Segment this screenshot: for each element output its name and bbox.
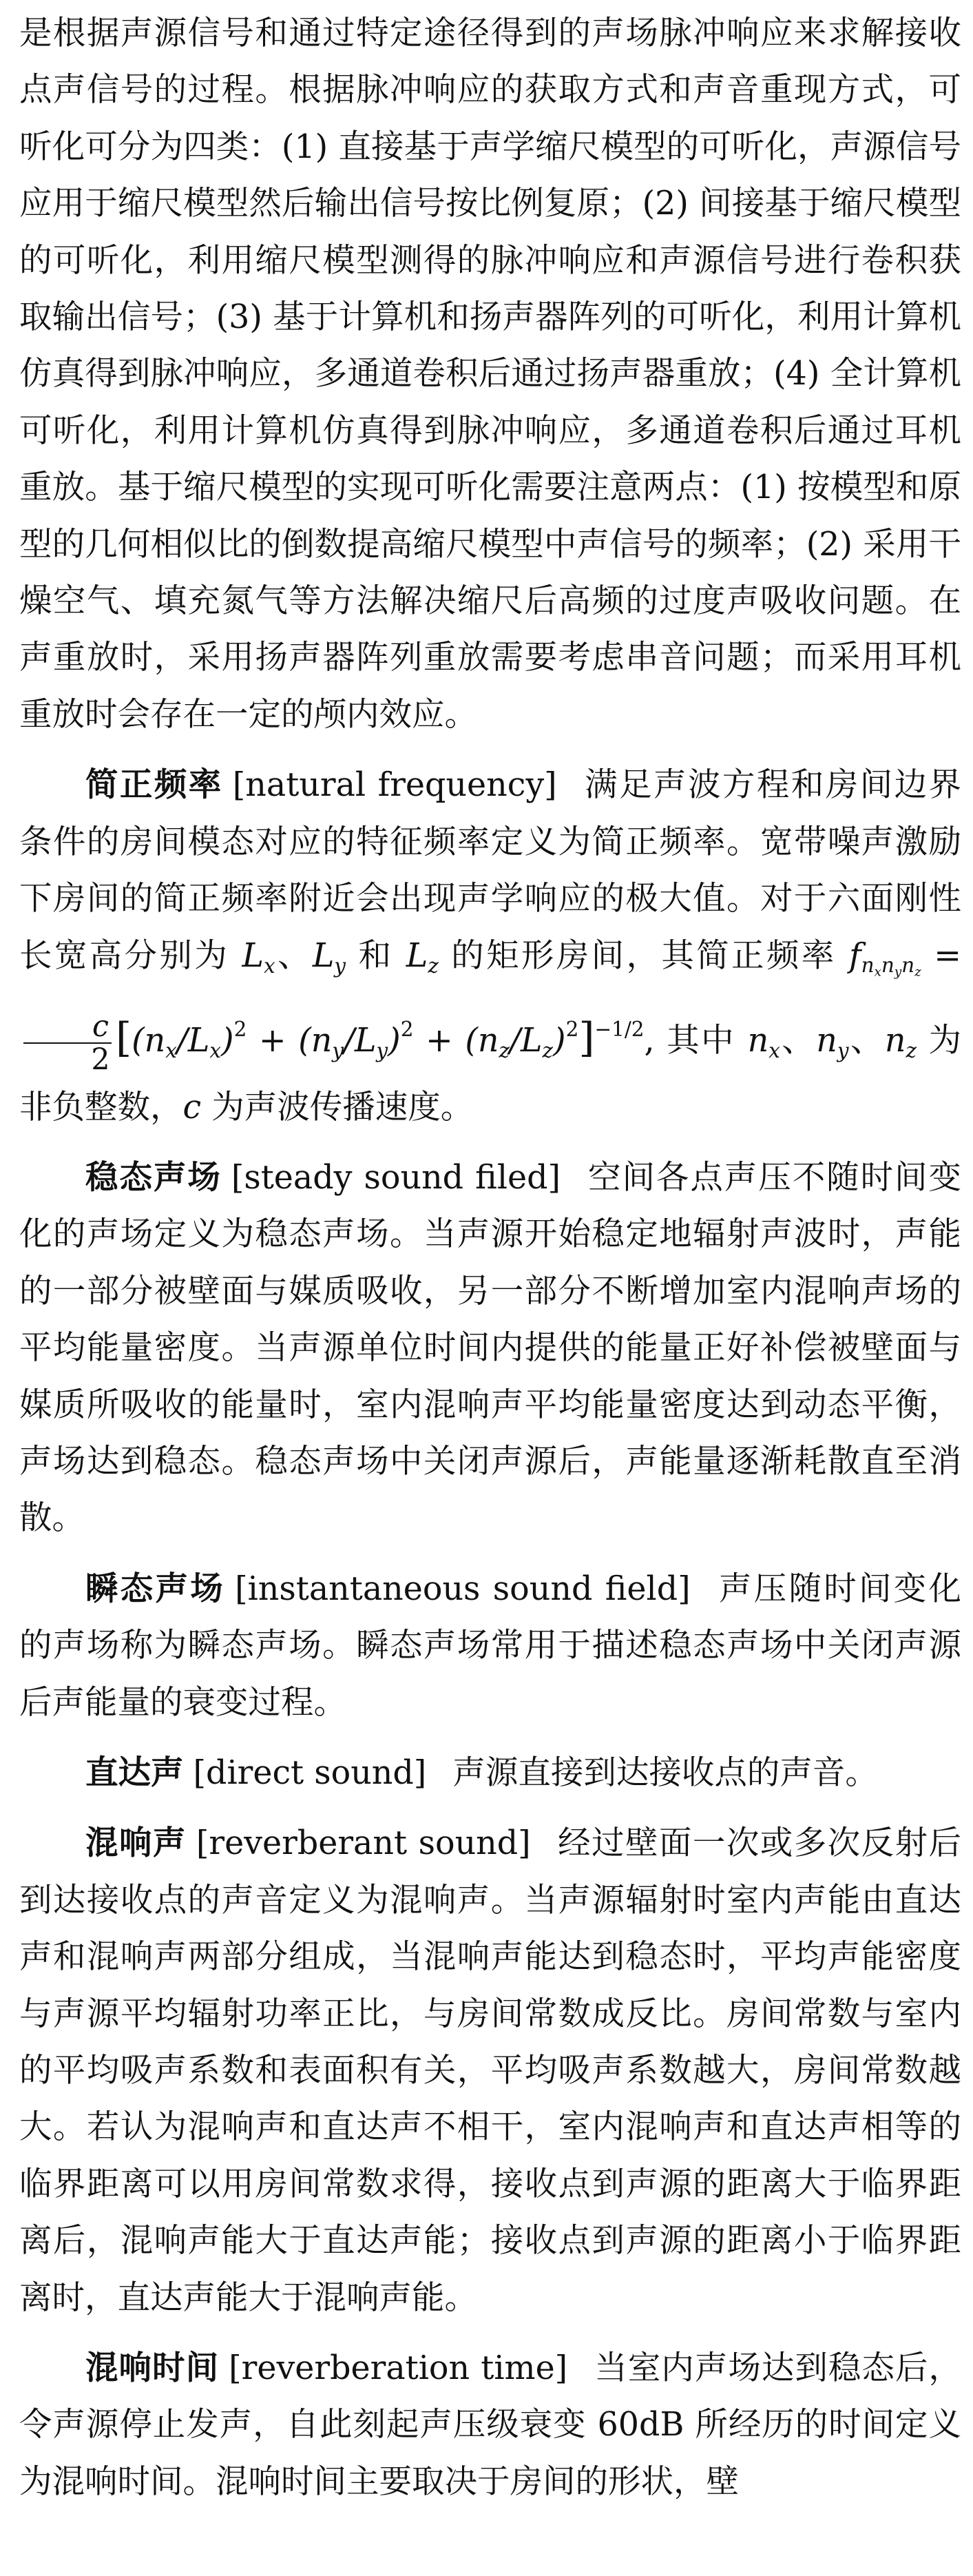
entry-reverberation-time xyxy=(19,2340,961,2511)
entry-term: 直达声 xyxy=(85,1753,184,1792)
entry-reverberant-sound xyxy=(19,1815,961,2327)
entry-english: [natural frequency] xyxy=(232,766,557,805)
entry-steady-sound-field xyxy=(19,1150,961,1547)
formula-ly: $L_y$ xyxy=(312,936,346,978)
entry-text: 满足声波方程和房间边界条件的房间模态对应的特征频率定义为简正频率。宽带噪声激励下房间的简正频率附近会出现声学响应的极大值。对于六面刚性长宽高分别为 xyxy=(19,766,962,975)
entry-text: 为声波传播速度。 xyxy=(201,1088,474,1126)
entry-text: 经过壁面一次或多次反射后到达接收点的声音定义为混响声。当声源辐射时室内声能由直达声和混响声两部分组成，当混响声能达到稳态时，平均声能密度与声源平均辐射功率正比，与房间常数成反比。房间常数与室内的平均吸声系数和表面积有关，平均吸声系数越大，房间常数越大。若认为混响声和直达声不相干，室内混响声和直达声相等的临界距离可以用房间常数求得，接收点到声源的距离大于临界距离后，混响声能大于直达声能；接收点到声源的距离小于临界距离时，直达声能大于混响声能。 xyxy=(19,1824,961,2317)
document-page xyxy=(19,6,961,2511)
entry-english: [reverberation time] xyxy=(229,2349,568,2388)
entry-text: 声压随时间变化的声场称为瞬态声场。瞬态声场常用于描述稳态声场中关闭声源后声能量的衰变过程。 xyxy=(19,1569,962,1722)
entry-text: 声源直接到达接收点的声音。 xyxy=(452,1753,878,1792)
formula-c: c xyxy=(182,1088,202,1126)
formula-nz: $n_z$ xyxy=(884,1022,917,1063)
formula-lz: $L_z$ xyxy=(406,936,439,978)
formula-nx: $n_x$ xyxy=(747,1022,780,1063)
entry-text: 的矩形房间，其简正频率 xyxy=(438,936,837,975)
entry-english: [instantaneous sound field] xyxy=(235,1569,691,1608)
entry-text: 空间各点声压不随时间变化的声场定义为稳态声场。当声源开始稳定地辐射声波时，声能的一部分被壁面与媒质吸收，另一部分不断增加室内混响声场的平均能量密度。当声源单位时间内提供的能量正好补偿被壁面与媒质所吸收的能量时，室内混响声平均能量密度达到动态平衡，声场达到稳态。稳态声场中关闭声源后，声能量逐渐耗散直至消散。 xyxy=(19,1158,962,1538)
entry-instantaneous-sound-field xyxy=(19,1561,961,1731)
entry-natural-frequency: 简正频率 [natural frequency] 满足声波方程和房间边界条件的房间模态对应的特征频率定义为简正频率。宽带噪声激励下房间的简正频率附近会出现声学响应的极大值。对于六面刚性长宽高分别为 $L_x$、$L_y$ 和 $L_z$ 的矩形房间，其简正频率 $f_{n_xn_yn_z}$ = $\frac{c}{2}$ $[(n_x/L_x)^2 + (n_y/L_y)^2 + (n_z/L_z)^2]^{-1/2}$, 其中 $n_x$、$n_y$、$n_z$ 为非负整数，c 为声波传播速度。 xyxy=(19,766,962,1126)
entry-text: 当室内声场达到稳态后，令声源停止发声，自此刻起声压级衰变 60dB 所经历的时间定义为混响时间。混响时间主要取决于房间的形状，壁 xyxy=(19,2349,962,2501)
entry-term: 混响声 xyxy=(85,1824,187,1863)
entry-term: 瞬态声场 xyxy=(85,1569,226,1608)
natural-frequency-formula: $f_{n_xn_yn_z}$ = $\frac{c}{2}$ $[(n_x/L_x)^2 + (n_y/L_y)^2 + (n_z/L_z)^2]^{-1/2}$ xyxy=(19,937,961,1060)
entry-english: [reverberant sound] xyxy=(196,1824,531,1863)
entry-english: [direct sound] xyxy=(193,1753,427,1792)
entry-direct-sound xyxy=(19,1745,961,1802)
entry-term: 混响时间 xyxy=(85,2349,220,2388)
entry-term: 稳态声场 xyxy=(85,1158,222,1197)
entry-text: 为非负整数， xyxy=(19,1022,962,1126)
formula-ny: $n_y$ xyxy=(816,1022,849,1063)
entry-english: [steady sound filed] xyxy=(231,1158,561,1197)
formula-lx: $L_x$ xyxy=(242,936,275,978)
opening-paragraph: 是根据声源信号和通过特定途径得到的声场脉冲响应来求解接收点声信号的过程。根据脉冲响应的获取方式和声音重现方式，可听化可分为四类：(1) 直接基于声学缩尺模型的可听化，声源信号应用于缩尺模型然后输出信号按比例复原；(2) 间接基于缩尺模型的可听化，利用缩尺模型测得的脉冲响应和声源信号进行卷积获取输出信号；(3) 基于计算机和扬声器阵列的可听化，利用计算机仿真得到脉冲响应，多通道卷积后通过扬声器重放；(4) 全计算机可听化，利用计算机仿真得到脉冲响应，多通道卷积后通过耳机重放。基于缩尺模型的实现可听化需要注意两点：(1) 按模型和原型的几何相似比的倒数提高缩尺模型中声信号的频率；(2) 采用干燥空气、填充氮气等方法解决缩尺后高频的过度声吸收问题。在声重放时，采用扬声器阵列重放需要考虑串音问题；而采用耳机重放时会存在一定的颅内效应。 xyxy=(19,14,961,734)
entry-term: 简正频率 xyxy=(85,766,223,805)
entry-text: 其中 xyxy=(667,1022,736,1060)
